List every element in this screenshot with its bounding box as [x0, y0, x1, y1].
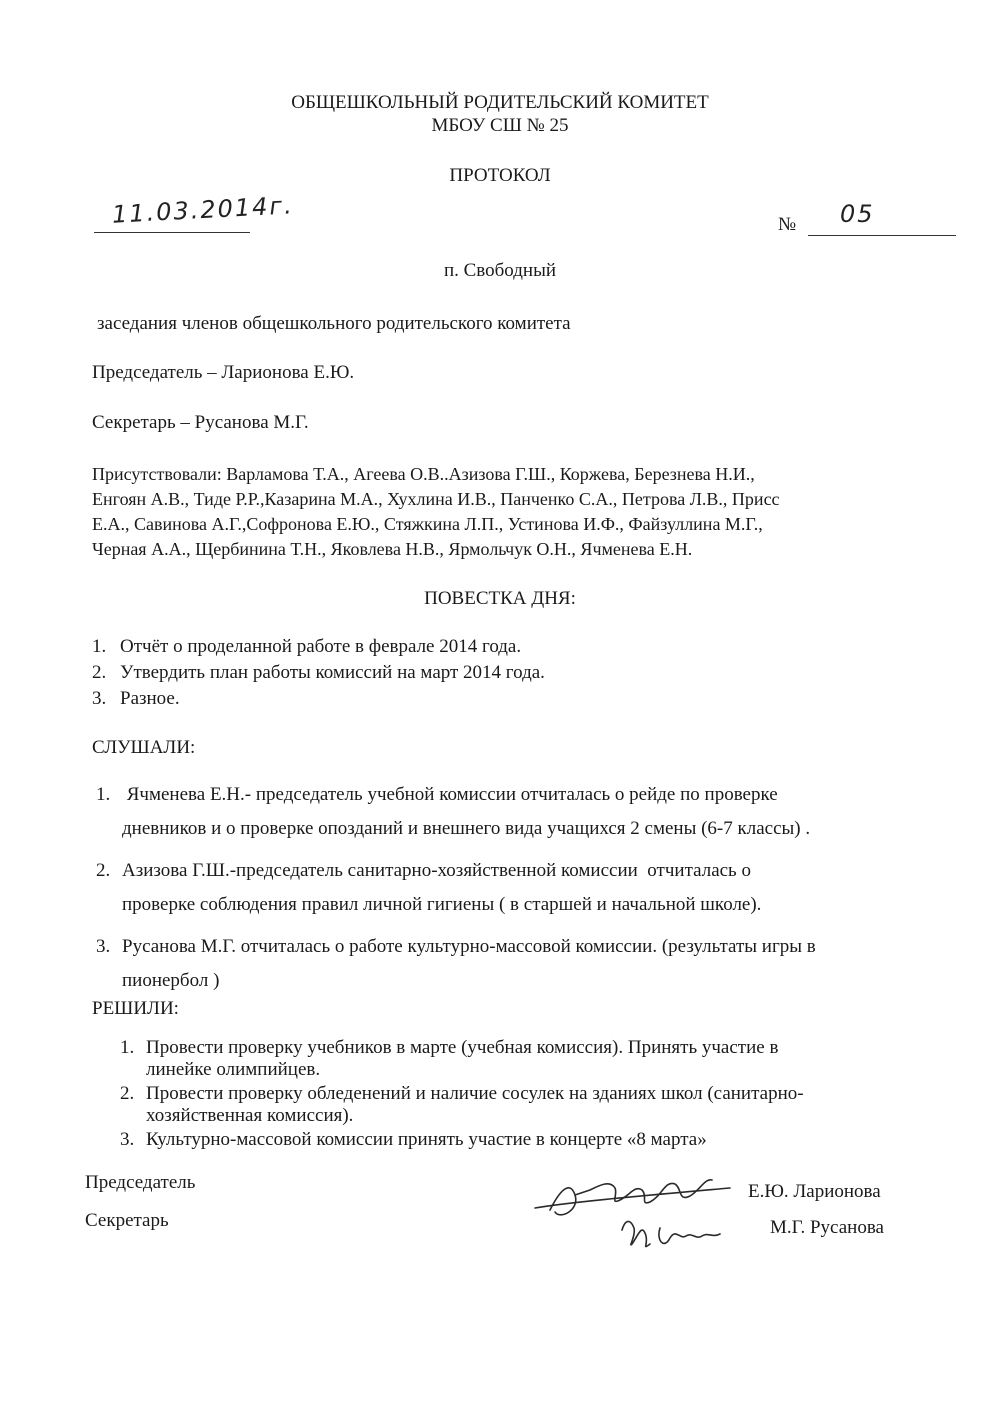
number-label: № [778, 214, 797, 235]
decided-item [120, 1129, 940, 1151]
meeting-subject: заседания членов общешкольного родительского комитета [97, 313, 571, 334]
heard-item-num: 2. [96, 860, 111, 881]
agenda-item-num: 2. [92, 662, 107, 683]
place: п. Свободный [443, 260, 557, 281]
org-line1: ОБЩЕШКОЛЬНЫЙ РОДИТЕЛЬСКИЙ КОМИТЕТ [291, 92, 709, 113]
agenda-list [92, 634, 952, 712]
agenda-item-num: 3. [92, 688, 107, 709]
attendees-line: Черная А.А., Щербинина Т.Н., Яковлева Н.В., Ярмольчук О.Н., Ячменева Е.Н. [92, 539, 693, 559]
decided-item-line: Провести проверку учебников в марте (учебная комиссия). Принять участие в [146, 1037, 779, 1058]
secretary-line: Секретарь – Русанова М.Г. [92, 412, 309, 433]
agenda-item [92, 660, 952, 686]
attendees-line: Енгоян А.В., Тиде Р.Р.,Казарина М.А., Хухлина И.В., Панченко С.А., Петрова Л.В., Присс [92, 489, 780, 509]
decided-title: РЕШИЛИ: [92, 998, 179, 1019]
agenda-item-num: 1. [92, 636, 107, 657]
decided-item [120, 1083, 940, 1127]
decided-list [120, 1037, 940, 1151]
date-handwritten: 11.03.2014г. [111, 191, 295, 229]
heard-item-line: проверке соблюдения правил личной гигиены ( в старшей и начальной школе). [122, 894, 762, 915]
decided-item-num: 2. [120, 1083, 135, 1104]
heard-item-line: Русанова М.Г. отчиталась о работе культурно-массовой комиссии. (результаты игры в [122, 936, 816, 957]
decided-item-num: 1. [120, 1037, 135, 1058]
attendees-line: Е.А., Савинова А.Г.,Софронова Е.Ю., Стяжкина Л.П., Устинова И.Ф., Файзуллина М.Г., [92, 514, 763, 534]
agenda-title: ПОВЕСТКА ДНЯ: [424, 588, 576, 609]
handwritten-signatures [530, 1150, 750, 1260]
decided-item [120, 1037, 940, 1081]
signature-chair-label: Председатель [85, 1172, 196, 1193]
decided-item-line: линейке олимпийцев. [146, 1059, 321, 1080]
agenda-item [92, 634, 952, 660]
org-title [250, 92, 750, 138]
decided-item-line: хозяйственная комиссия). [146, 1105, 354, 1126]
heard-list [96, 778, 966, 998]
number-underline [808, 235, 956, 236]
chair-line: Председатель – Ларионова Е.Ю. [92, 362, 355, 383]
heard-item [96, 778, 966, 846]
signature-secretary-label: Секретарь [85, 1210, 169, 1231]
attendees [92, 462, 952, 562]
heard-item [96, 854, 966, 922]
heard-title: СЛУШАЛИ: [92, 737, 196, 758]
heard-item-line: дневников и о проверке опозданий и внешнего вида учащихся 2 смены (6-7 классы) . [122, 818, 811, 839]
heard-item-num: 1. [96, 784, 111, 805]
heard-item-num: 3. [96, 936, 111, 957]
heard-item-line: Азизова Г.Ш.-председатель санитарно-хозяйственной комиссии отчиталась о [122, 860, 751, 881]
org-line2: МБОУ СШ № 25 [431, 114, 569, 136]
agenda-item-text: Утвердить план работы комиссий на март 2014 года. [120, 662, 545, 683]
heard-item-line: пионербол ) [122, 970, 220, 991]
date-underline [94, 232, 250, 233]
decided-item-num: 3. [120, 1129, 135, 1150]
agenda-item-text: Разное. [120, 688, 180, 709]
agenda-item-text: Отчёт о проделанной работе в феврале 2014 года. [120, 636, 522, 657]
attendees-line: Присутствовали: Варламова Т.А., Агеева О.В..Азизова Г.Ш., Коржева, Березнева Н.И., [92, 464, 755, 484]
doc-type: ПРОТОКОЛ [449, 165, 551, 186]
decided-item-line: Провести проверку обледенений и наличие сосулек на зданиях школ (санитарно- [146, 1083, 804, 1104]
signature-chair-name: Е.Ю. Ларионова [748, 1181, 881, 1202]
heard-item-line: Ячменева Е.Н.- председатель учебной комиссии отчиталась о рейде по проверке [122, 784, 778, 805]
agenda-item [92, 686, 952, 712]
signature-secretary-name: М.Г. Русанова [770, 1217, 884, 1238]
decided-item-line: Культурно-массовой комиссии принять участие в концерте «8 марта» [146, 1129, 707, 1150]
signature-secretary-scribble [622, 1221, 720, 1246]
heard-item [96, 930, 966, 998]
number-handwritten: 05 [840, 200, 875, 228]
